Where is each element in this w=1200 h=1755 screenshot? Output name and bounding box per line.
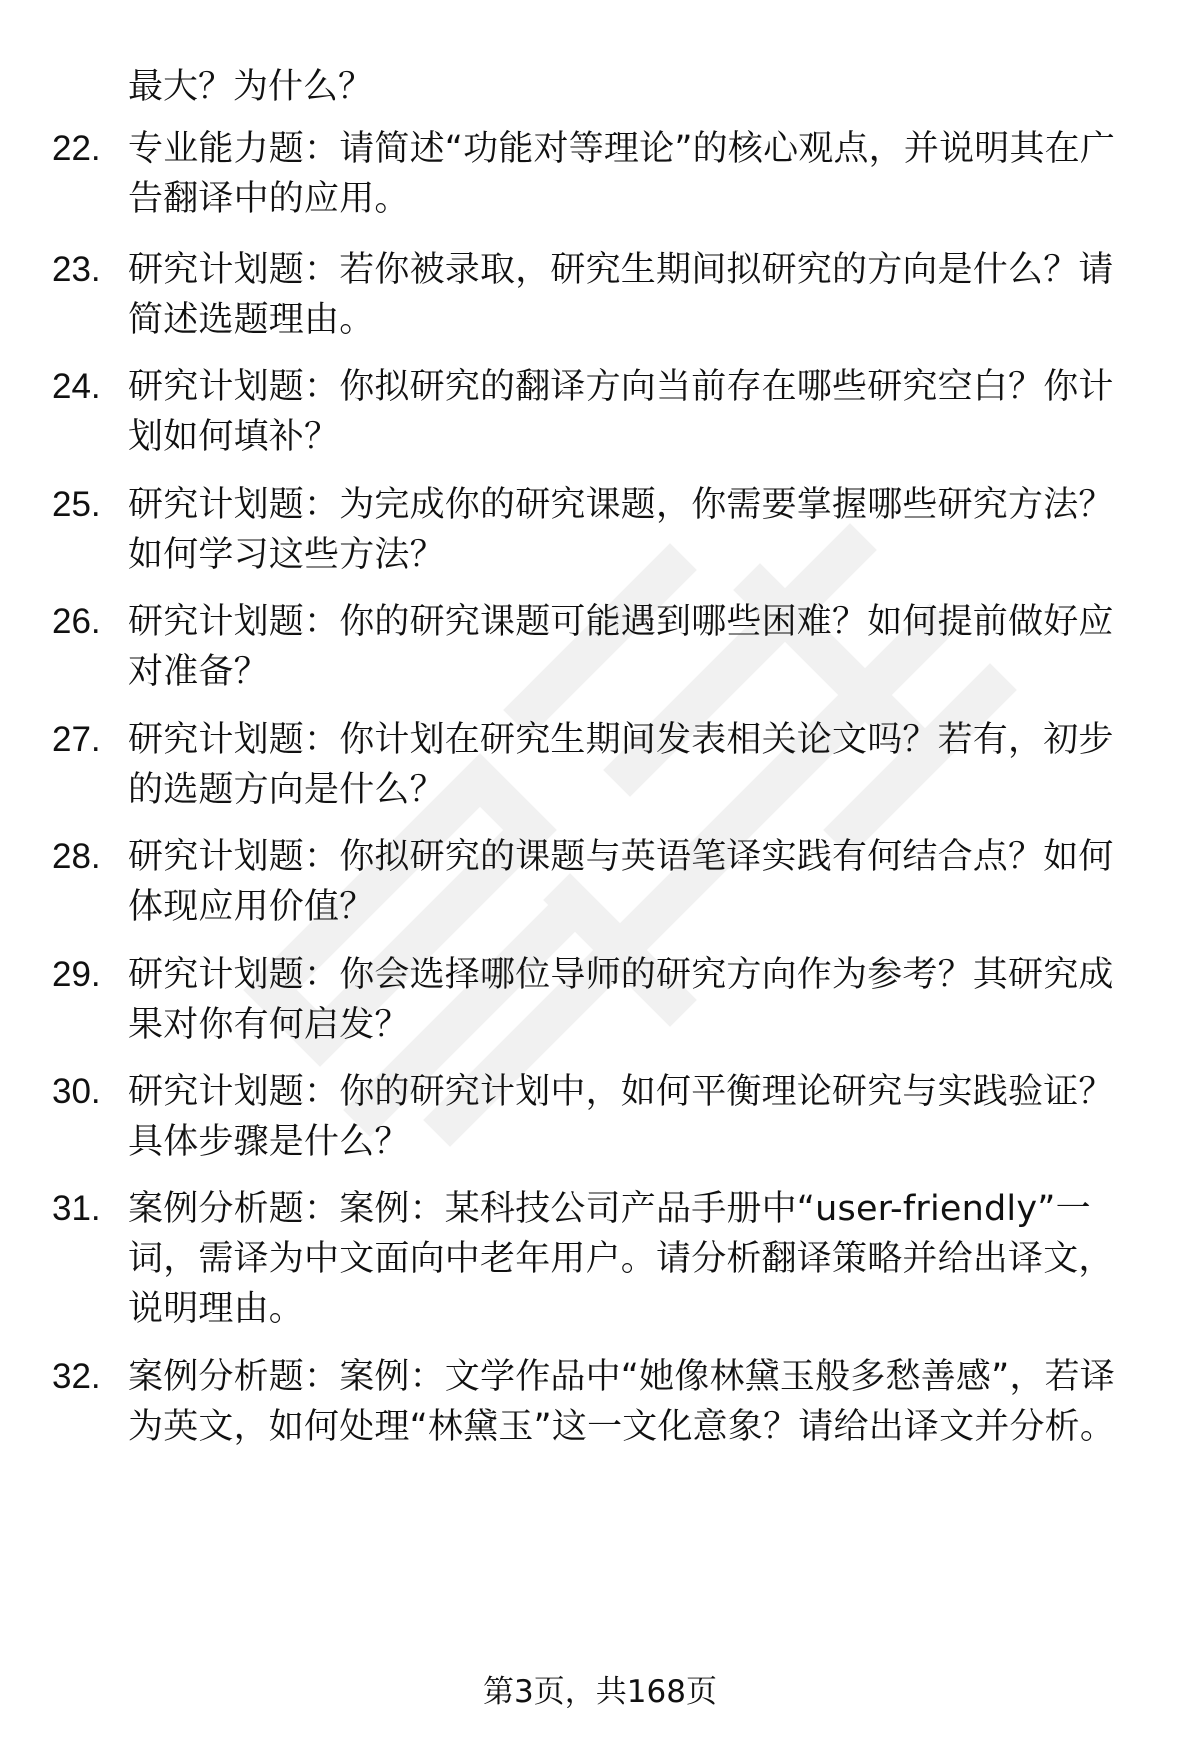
question-text: 研究计划题：你拟研究的翻译方向当前存在哪些研究空白？你计划如何填补？ [128, 367, 1114, 457]
question-number: 29. [52, 955, 101, 994]
question-number: 30. [52, 1072, 101, 1111]
question-number: 32. [52, 1357, 101, 1396]
question-text: 研究计划题：为完成你的研究课题，你需要掌握哪些研究方法？如何学习这些方法？ [128, 485, 1114, 575]
continued-question-text: 最大？为什么？ [128, 67, 374, 107]
question-text: 研究计划题：若你被录取，研究生期间拟研究的方向是什么？请简述选题理由。 [128, 250, 1114, 340]
page-footer: 第3页，共168页 [483, 1674, 717, 1710]
question-number: 25. [52, 485, 101, 524]
question-text: 研究计划题：你的研究课题可能遇到哪些困难？如何提前做好应对准备？ [128, 602, 1114, 692]
question-text: 案例分析题：案例：文学作品中“她像林黛玉般多愁善感”，若译为英文，如何处理“林黛玉”这一文化意象？请给出译文并分析。 [128, 1357, 1116, 1447]
question-number: 27. [52, 720, 101, 759]
question-text: 专业能力题：请简述“功能对等理论”的核心观点，并说明其在广告翻译中的应用。 [128, 129, 1116, 219]
question-number: 24. [52, 367, 101, 406]
question-text: 研究计划题：你的研究计划中，如何平衡理论研究与实践验证？具体步骤是什么？ [128, 1072, 1114, 1162]
question-number: 26. [52, 602, 101, 641]
question-text: 案例分析题：案例：某科技公司产品手册中“user-friendly”一词，需译为中文面向中老年用户。请分析翻译策略并给出译文，说明理由。 [128, 1189, 1114, 1329]
question-number: 31. [52, 1189, 101, 1228]
question-number: 23. [52, 250, 101, 289]
question-number: 28. [52, 837, 101, 876]
question-text: 研究计划题：你拟研究的课题与英语笔译实践有何结合点？如何体现应用价值？ [128, 837, 1114, 927]
question-text: 研究计划题：你会选择哪位导师的研究方向作为参考？其研究成果对你有何启发？ [128, 955, 1114, 1045]
question-text: 研究计划题：你计划在研究生期间发表相关论文吗？若有，初步的选题方向是什么？ [128, 720, 1114, 810]
question-number: 22. [52, 129, 101, 168]
